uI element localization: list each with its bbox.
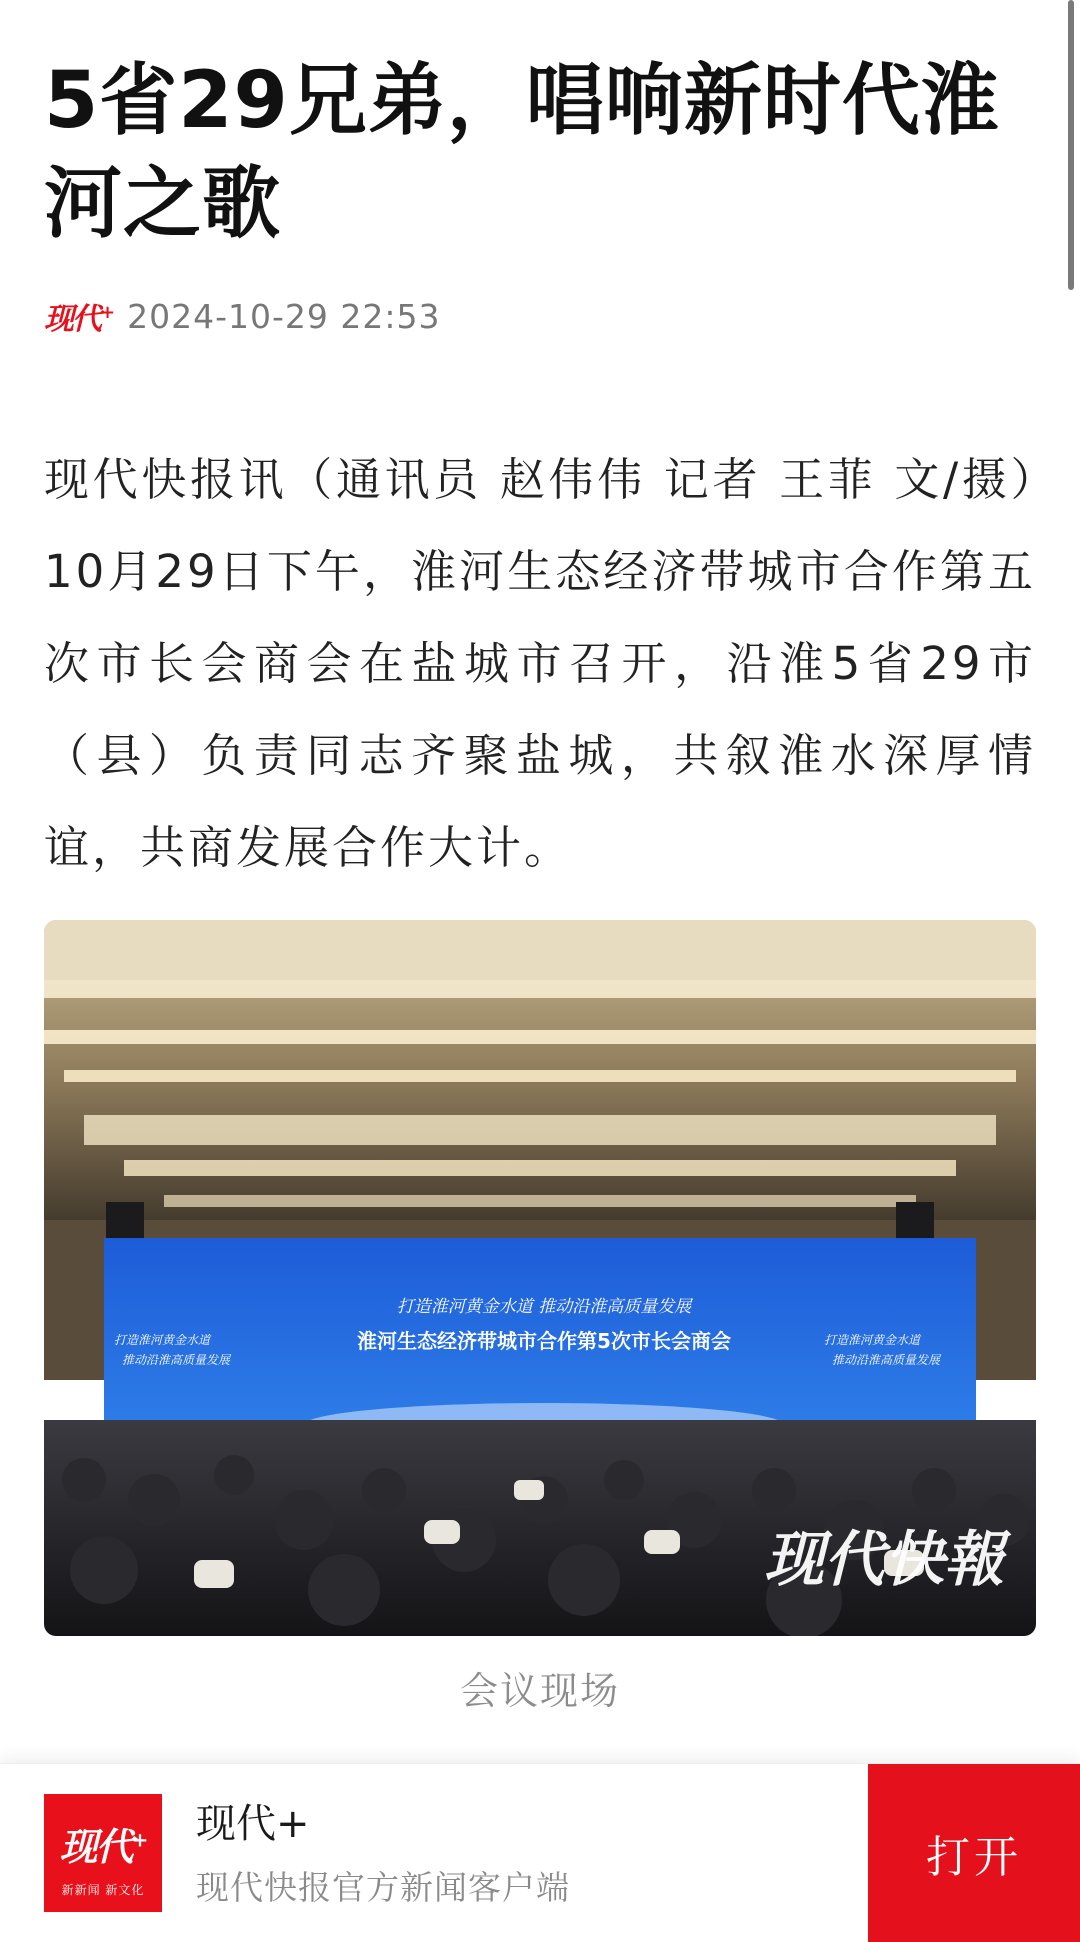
- source-logo-text: 现代: [44, 302, 100, 337]
- publish-timestamp: 2024-10-29 22:53: [127, 296, 441, 336]
- screen-side-left-line1: 打造淮河黄金水道: [114, 1333, 211, 1347]
- screen-side-left-line2: 推动沿淮高质量发展: [122, 1353, 231, 1367]
- conference-photo-illustration: [44, 920, 1036, 1636]
- source-logo[interactable]: [44, 294, 113, 338]
- article-lead-paragraph: 现代快报讯（通讯员 赵伟伟 记者 王菲 文/摄）10月29日下午，淮河生态经济带城市合作第五次市长会商会在盐城市召开，沿淮5省29市（县）负责同志齐聚盐城，共叙淮水深厚情谊，共商发展合作大计。: [44, 453, 1036, 874]
- photo-watermark: 现代快報: [764, 1525, 1004, 1595]
- article-photo[interactable]: [44, 920, 1036, 1636]
- screen-title: 淮河生态经济带城市合作第5次市长会商会: [357, 1329, 731, 1353]
- article-meta: [44, 296, 1036, 336]
- app-icon-logo-text: 现代: [59, 1824, 132, 1869]
- screen-side-right-line1: 打造淮河黄金水道: [824, 1333, 921, 1347]
- app-download-banner[interactable]: [0, 1763, 1080, 1942]
- app-icon-logo: [44, 1816, 162, 1871]
- screen-side-right-line2: 推动沿淮高质量发展: [832, 1353, 941, 1367]
- app-name: 现代+: [196, 1801, 310, 1847]
- photo-caption: 会议现场: [459, 1669, 620, 1713]
- app-description: 现代快报官方新闻客户端: [196, 1868, 570, 1907]
- app-icon[interactable]: [44, 1794, 162, 1912]
- scrollbar[interactable]: [1068, 0, 1074, 290]
- open-app-button[interactable]: 打开: [868, 1764, 1080, 1942]
- app-icon-subtitle: 新新闻 新文化: [61, 1883, 145, 1897]
- article-title: 5省29兄弟，唱响新时代淮河之歌: [44, 56, 1000, 249]
- source-logo-plus: +: [100, 302, 114, 323]
- screen-slogan: 打造淮河黄金水道 推动沿淮高质量发展: [396, 1297, 692, 1317]
- article-content: [44, 0, 1036, 1715]
- app-icon-logo-plus: +: [131, 1827, 147, 1852]
